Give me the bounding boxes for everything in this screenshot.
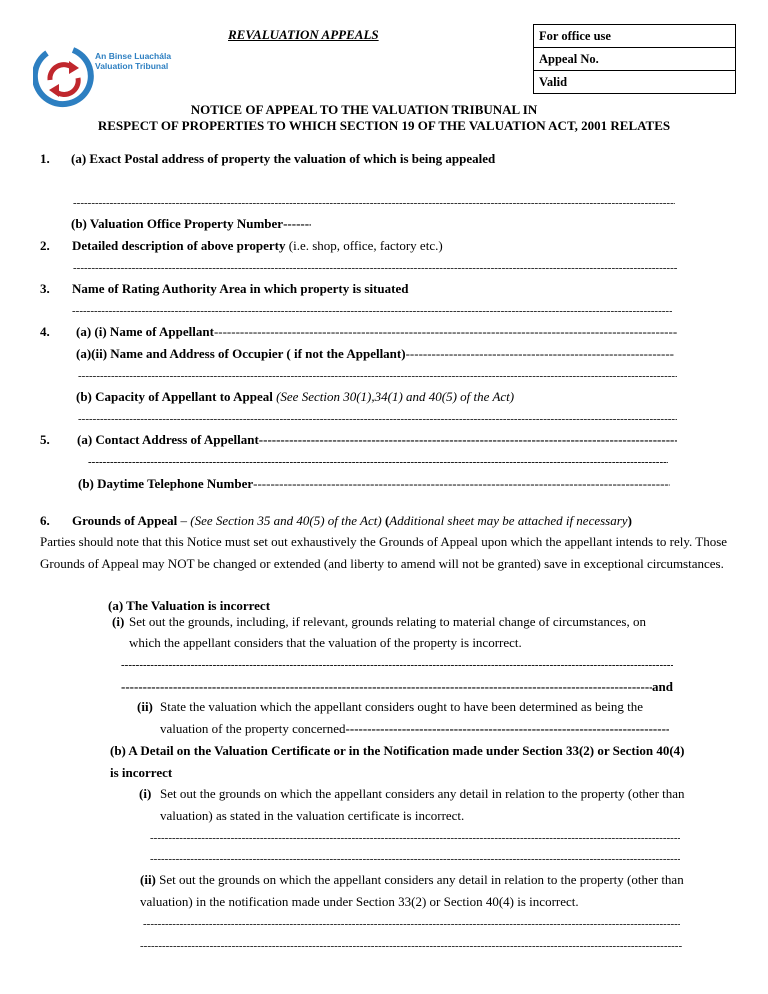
property-number-label: (b) Valuation Office Property Number	[71, 216, 284, 231]
grounds-title: Grounds of Appeal	[72, 513, 178, 528]
b-ii-text-line1	[140, 872, 684, 888]
b-i-field-line1[interactable]	[150, 830, 680, 846]
postal-address-label: (a) Exact Postal address of property the valuation of which is being appealed	[71, 151, 496, 166]
office-use-label: For office use	[534, 25, 735, 48]
a-i-text-line1: Set out the grounds, including, if relevant, grounds relating to material change of circumstances, on	[129, 614, 646, 629]
notice-title-line2: RESPECT OF PROPERTIES TO WHICH SECTION 19 OF THE VALUATION ACT, 2001 RELATES	[97, 118, 671, 133]
property-number-row[interactable]	[71, 216, 311, 232]
capacity-label-text: (b) Capacity of Appellant to Appeal	[76, 389, 273, 404]
section-4-number: 4.	[40, 324, 50, 339]
grounds-dash: –	[177, 513, 191, 528]
b-ii-field-line1[interactable]	[143, 916, 680, 932]
b-i-text-line1: Set out the grounds on which the appellant considers any detail in relation to the property (other than	[160, 786, 685, 801]
office-use-box	[533, 24, 736, 94]
capacity-label	[76, 389, 514, 405]
form-heading: REVALUATION APPEALS	[228, 27, 379, 42]
section-6-number: 6.	[40, 513, 50, 528]
contact-address-label: (a) Contact Address of Appellant	[77, 432, 259, 447]
grounds-note-paragraph: Parties should note that this Notice must set out exhaustively the Grounds of Appeal upon which the appellant intends to rely. Those Grounds of Appeal may NOT be changed or extended (and liberty to amend will not be granted) save in exceptional circumstances.	[40, 534, 728, 571]
description-label-text: Detailed description of above property	[72, 238, 286, 253]
logo-english-name: Valuation Tribunal	[95, 61, 169, 71]
grounds-extra-note: Additional sheet may be attached if necessary	[389, 513, 628, 528]
postal-address-field[interactable]	[73, 195, 675, 211]
b-ii-number: (ii)	[140, 872, 156, 887]
description-hint: (i.e. shop, office, factory etc.)	[285, 238, 443, 253]
property-number-field[interactable]	[283, 216, 311, 232]
a-i-field-line1[interactable]	[121, 657, 673, 673]
grounds-heading	[72, 513, 632, 529]
valuation-tribunal-logo-icon	[33, 44, 95, 110]
section-1-number: 1.	[40, 151, 50, 166]
paren-open: (	[381, 513, 390, 528]
occupier-label: (a)(ii) Name and Address of Occupier ( if not the Appellant)	[76, 346, 406, 361]
section-3-number: 3.	[40, 281, 50, 296]
logo-text	[95, 51, 171, 71]
a-i-number: (i)	[112, 614, 125, 629]
appellant-name-row[interactable]	[76, 324, 677, 340]
section-2-number: 2.	[40, 238, 50, 253]
a-ii-number: (ii)	[137, 699, 153, 714]
valid-field: Valid	[539, 75, 568, 89]
detail-incorrect-heading-line2: is incorrect	[110, 765, 173, 780]
capacity-hint: (See Section 30(1),34(1) and 40(5) of the Act)	[272, 389, 515, 404]
capacity-field[interactable]	[78, 411, 677, 427]
logo-irish-name: An Binse Luachála	[95, 51, 172, 61]
appellant-name-field[interactable]	[214, 324, 677, 340]
telephone-label: (b) Daytime Telephone Number	[78, 476, 254, 491]
valuation-incorrect-heading: (a) The Valuation is incorrect	[108, 598, 271, 613]
occupier-field[interactable]	[406, 346, 674, 362]
notice-title-line1: NOTICE OF APPEAL TO THE VALUATION TRIBUNAL IN	[190, 102, 538, 117]
a-ii-field-row[interactable]	[160, 721, 669, 737]
b-ii-text: Set out the grounds on which the appellant considers any detail in relation to the property (other than	[155, 872, 684, 887]
b-i-number: (i)	[139, 786, 152, 801]
and-connector: and	[652, 679, 673, 694]
contact-address-field-line2[interactable]	[88, 454, 668, 470]
contact-address-field[interactable]	[259, 432, 677, 448]
paren-close: )	[627, 513, 632, 528]
a-i-field-line2-row[interactable]	[121, 679, 673, 695]
description-label	[72, 238, 443, 254]
b-i-field-line2[interactable]	[150, 851, 680, 867]
b-i-text-line2: valuation) as stated in the valuation certificate is incorrect.	[160, 808, 465, 823]
a-ii-text-line2: valuation of the property concerned	[160, 721, 346, 736]
a-ii-text-line1: State the valuation which the appellant considers ought to have been determined as being the	[160, 699, 644, 714]
a-ii-field[interactable]	[346, 721, 669, 737]
appeal-number-field: Appeal No.	[534, 48, 735, 71]
occupier-field-line2[interactable]	[78, 368, 677, 384]
section-5-number: 5.	[40, 432, 50, 447]
telephone-row[interactable]	[78, 476, 670, 492]
detail-incorrect-heading-line1: (b) A Detail on the Valuation Certificate or in the Notification made under Section 33(2) or Section 40(4)	[110, 743, 685, 758]
b-ii-text-line2: valuation) in the notification made under Section 33(2) or Section 40(4) is incorrect.	[140, 894, 579, 909]
occupier-row[interactable]	[76, 346, 674, 362]
rating-authority-field[interactable]	[72, 303, 672, 319]
a-i-field-line2[interactable]	[121, 679, 652, 695]
grounds-reference: (See Section 35 and 40(5) of the Act)	[190, 513, 382, 528]
appellant-name-label: (a) (i) Name of Appellant	[76, 324, 214, 339]
rating-authority-label: Name of Rating Authority Area in which property is situated	[72, 281, 409, 296]
a-i-text-line2: which the appellant considers that the valuation of the property is incorrect.	[129, 635, 522, 650]
description-field[interactable]	[73, 260, 677, 276]
contact-address-row[interactable]	[77, 432, 677, 448]
b-ii-field-line2[interactable]	[140, 938, 682, 954]
telephone-field[interactable]	[253, 476, 670, 492]
